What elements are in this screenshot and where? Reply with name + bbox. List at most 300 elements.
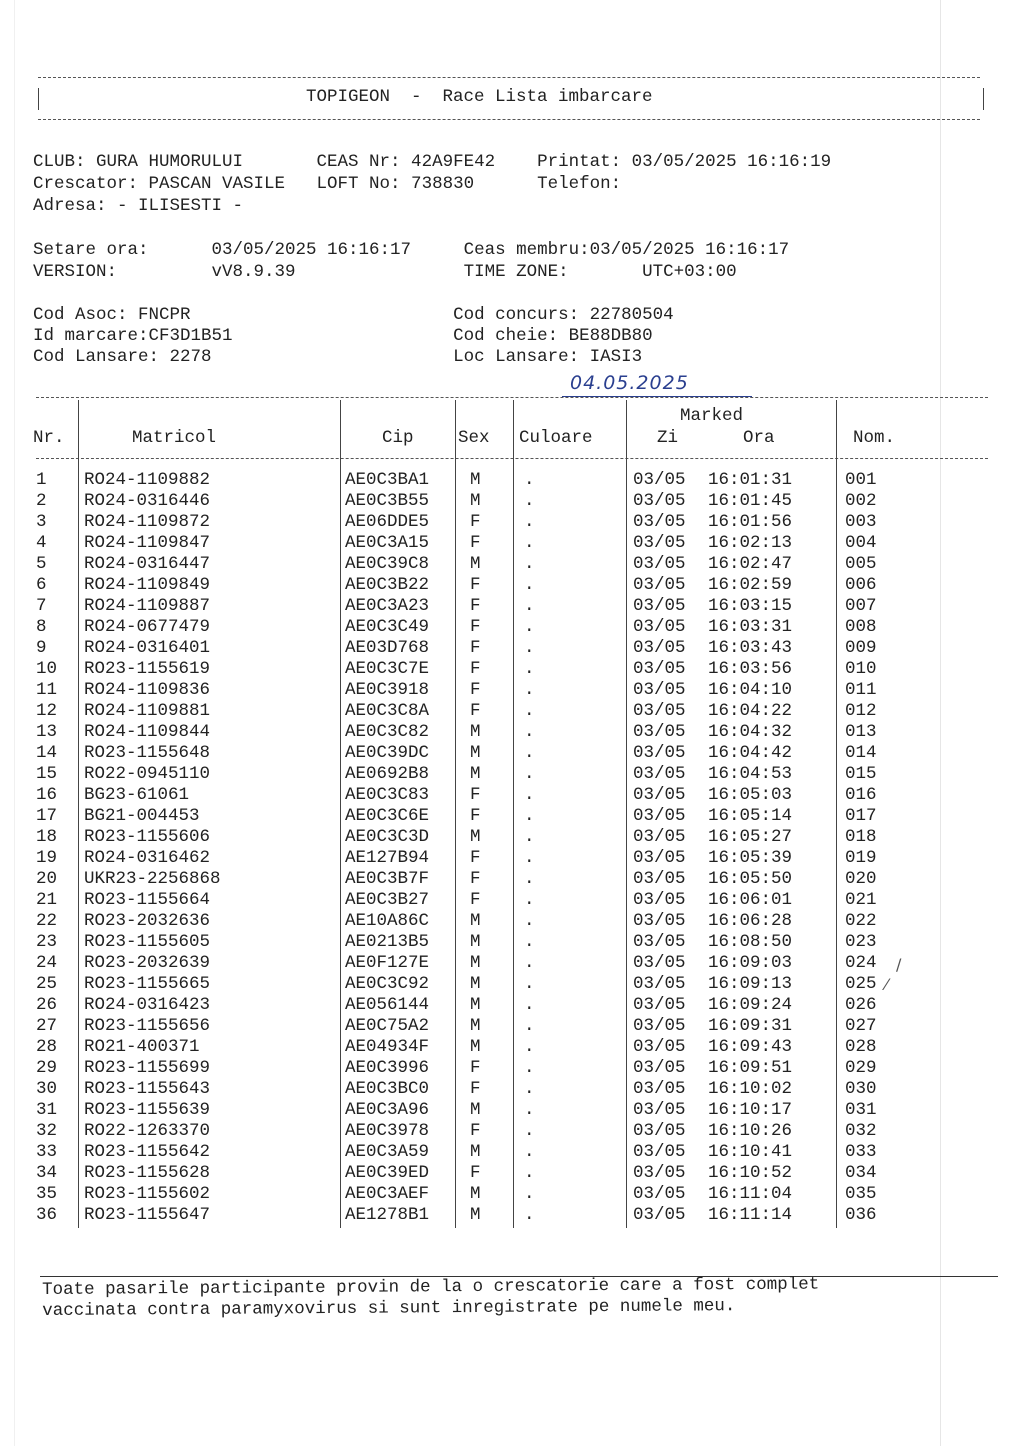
cell-nr: 23 [36, 932, 58, 952]
cell-nr: 20 [36, 869, 58, 889]
cell-sex: F [470, 848, 481, 868]
cell-ora: 16:06:01 [708, 890, 793, 910]
cell-cip: AE0C3A23 [345, 596, 430, 616]
table-row [0, 512, 1024, 533]
cell-nr: 2 [36, 491, 47, 511]
cell-nom: 005 [845, 554, 877, 574]
cell-nr: 25 [36, 974, 58, 994]
cell-matricol: RO23-1155639 [84, 1100, 211, 1120]
cell-culoare: . [524, 848, 535, 868]
cell-matricol: RO24-1109882 [84, 470, 211, 490]
adresa-line: Adresa: - ILISESTI - [33, 196, 244, 216]
cell-zi: 03/05 [633, 848, 686, 868]
cell-matricol: RO24-1109836 [84, 680, 211, 700]
cell-cip: AE0C3A15 [345, 533, 430, 553]
cell-culoare: . [524, 533, 535, 553]
cell-ora: 16:04:53 [708, 764, 793, 784]
cell-nr: 3 [36, 512, 47, 532]
cell-zi: 03/05 [633, 1184, 686, 1204]
cell-nom: 022 [845, 911, 877, 931]
table-row [0, 974, 1024, 995]
cell-matricol: RO23-1155648 [84, 743, 211, 763]
cell-cip: AE0C3C7E [345, 659, 430, 679]
cell-zi: 03/05 [633, 575, 686, 595]
cell-matricol: RO23-1155643 [84, 1079, 211, 1099]
cell-zi: 03/05 [633, 1037, 686, 1057]
table-row [0, 827, 1024, 848]
cell-nom: 036 [845, 1205, 877, 1225]
cell-cip: AE127B94 [345, 848, 430, 868]
cell-sex: F [470, 575, 481, 595]
cell-cip: AE0692B8 [345, 764, 430, 784]
cell-cip: AE0C3C92 [345, 974, 430, 994]
table-header-bottom-rule [36, 458, 988, 459]
cell-nom: 017 [845, 806, 877, 826]
cell-zi: 03/05 [633, 617, 686, 637]
cell-ora: 16:02:59 [708, 575, 793, 595]
cell-cip: AE04934F [345, 1037, 430, 1057]
cell-ora: 16:02:13 [708, 533, 793, 553]
cell-nr: 31 [36, 1100, 58, 1120]
cell-sex: M [470, 1184, 481, 1204]
club-line: CLUB: GURA HUMORULUI CEAS Nr: 42A9FE42 Printat: 03/05/2025 16:16:19 [33, 152, 832, 172]
cell-nom: 020 [845, 869, 877, 889]
cell-sex: M [470, 722, 481, 742]
cell-nom: 018 [845, 827, 877, 847]
cell-nr: 4 [36, 533, 47, 553]
cell-nom: 015 [845, 764, 877, 784]
cell-culoare: . [524, 827, 535, 847]
cell-culoare: . [524, 890, 535, 910]
cell-culoare: . [524, 470, 535, 490]
cell-nom: 024 [845, 953, 877, 973]
cell-culoare: . [524, 1121, 535, 1141]
cell-ora: 16:05:50 [708, 869, 793, 889]
cell-ora: 16:03:31 [708, 617, 793, 637]
cell-sex: F [470, 701, 481, 721]
cell-zi: 03/05 [633, 512, 686, 532]
pen-check-mark: ⁄ [885, 975, 888, 994]
cell-culoare: . [524, 1037, 535, 1057]
table-row [0, 722, 1024, 743]
cell-nom: 011 [845, 680, 877, 700]
cell-cip: AE0C3C8A [345, 701, 430, 721]
cell-culoare: . [524, 1079, 535, 1099]
cell-sex: F [470, 680, 481, 700]
table-row [0, 680, 1024, 701]
cell-nom: 021 [845, 890, 877, 910]
header-ora: Ora [743, 428, 775, 448]
cell-zi: 03/05 [633, 869, 686, 889]
cell-cip: AE03D768 [345, 638, 430, 658]
cell-cip: AE0C3B27 [345, 890, 430, 910]
cell-zi: 03/05 [633, 890, 686, 910]
cell-zi: 03/05 [633, 785, 686, 805]
cell-nr: 13 [36, 722, 58, 742]
cell-sex: M [470, 1142, 481, 1162]
cell-nom: 001 [845, 470, 877, 490]
header-cip: Cip [382, 428, 414, 448]
cell-nr: 19 [36, 848, 58, 868]
cell-zi: 03/05 [633, 932, 686, 952]
cell-ora: 16:09:43 [708, 1037, 793, 1057]
cell-cip: AE0C3B7F [345, 869, 430, 889]
cell-matricol: RO23-1155665 [84, 974, 211, 994]
cell-nom: 013 [845, 722, 877, 742]
cell-sex: F [470, 1163, 481, 1183]
cell-zi: 03/05 [633, 911, 686, 931]
cell-zi: 03/05 [633, 659, 686, 679]
cell-sex: M [470, 491, 481, 511]
cell-zi: 03/05 [633, 533, 686, 553]
cell-matricol: RO24-0316423 [84, 995, 211, 1015]
cell-matricol: RO24-1109844 [84, 722, 211, 742]
cell-nr: 9 [36, 638, 47, 658]
cell-culoare: . [524, 554, 535, 574]
cell-sex: M [470, 974, 481, 994]
cell-cip: AE0C3C83 [345, 785, 430, 805]
cell-ora: 16:03:43 [708, 638, 793, 658]
cell-nom: 029 [845, 1058, 877, 1078]
cell-culoare: . [524, 974, 535, 994]
cell-nr: 21 [36, 890, 58, 910]
cell-sex: F [470, 1121, 481, 1141]
cell-matricol: RO24-0316446 [84, 491, 211, 511]
title-box-bottom [38, 119, 980, 120]
version-line: VERSION: vV8.9.39 TIME ZONE: UTC+03:00 [33, 262, 737, 282]
cell-matricol: RO24-0316462 [84, 848, 211, 868]
cell-culoare: . [524, 743, 535, 763]
cell-sex: M [470, 470, 481, 490]
footer-line-1: Toate pasarile participante provin de la o crescatorie care a fost complet [42, 1274, 820, 1300]
cell-ora: 16:11:04 [708, 1184, 793, 1204]
cell-ora: 16:03:56 [708, 659, 793, 679]
cell-sex: M [470, 1100, 481, 1120]
cell-ora: 16:01:56 [708, 512, 793, 532]
cell-ora: 16:04:22 [708, 701, 793, 721]
cell-culoare: . [524, 1163, 535, 1183]
cell-sex: M [470, 554, 481, 574]
cell-culoare: . [524, 869, 535, 889]
handwritten-date: 04.05.2025 [570, 372, 689, 394]
table-row [0, 617, 1024, 638]
cell-sex: M [470, 764, 481, 784]
table-row [0, 1163, 1024, 1184]
cell-cip: AE0C3A59 [345, 1142, 430, 1162]
cell-culoare: . [524, 659, 535, 679]
cell-zi: 03/05 [633, 1163, 686, 1183]
cell-cip: AE0C3C6E [345, 806, 430, 826]
cell-nom: 028 [845, 1037, 877, 1057]
cell-nr: 10 [36, 659, 58, 679]
cell-culoare: . [524, 512, 535, 532]
vaccination-statement [42, 1275, 819, 1322]
cell-matricol: RO23-1155656 [84, 1016, 211, 1036]
cell-matricol: RO24-1109849 [84, 575, 211, 595]
cell-nom: 026 [845, 995, 877, 1015]
cell-ora: 16:05:39 [708, 848, 793, 868]
cell-matricol: BG21-004453 [84, 806, 200, 826]
cell-cip: AE0C3BC0 [345, 1079, 430, 1099]
cell-matricol: RO23-2032639 [84, 953, 211, 973]
cell-nr: 17 [36, 806, 58, 826]
cell-matricol: RO23-1155699 [84, 1058, 211, 1078]
cell-culoare: . [524, 638, 535, 658]
cell-zi: 03/05 [633, 638, 686, 658]
cell-ora: 16:05:03 [708, 785, 793, 805]
cell-nom: 025 [845, 974, 877, 994]
cell-culoare: . [524, 596, 535, 616]
cell-nr: 33 [36, 1142, 58, 1162]
cell-zi: 03/05 [633, 491, 686, 511]
cell-culoare: . [524, 1205, 535, 1225]
cell-ora: 16:01:31 [708, 470, 793, 490]
cell-nom: 019 [845, 848, 877, 868]
table-row [0, 1016, 1024, 1037]
cell-ora: 16:09:24 [708, 995, 793, 1015]
table-row [0, 1037, 1024, 1058]
cell-ora: 16:04:32 [708, 722, 793, 742]
cell-zi: 03/05 [633, 680, 686, 700]
cell-matricol: RO23-1155606 [84, 827, 211, 847]
cell-sex: F [470, 806, 481, 826]
cell-sex: M [470, 1037, 481, 1057]
cell-matricol: RO24-1109847 [84, 533, 211, 553]
table-row [0, 659, 1024, 680]
cell-cip: AE0C39DC [345, 743, 430, 763]
table-row [0, 890, 1024, 911]
cell-sex: F [470, 617, 481, 637]
cell-matricol: RO21-400371 [84, 1037, 200, 1057]
footer-line-2: vaccinata contra paramyxovirus si sunt inregistrate pe numele meu. [42, 1296, 736, 1321]
table-row [0, 1205, 1024, 1226]
cell-nom: 032 [845, 1121, 877, 1141]
cell-culoare: . [524, 701, 535, 721]
cell-culoare: . [524, 1184, 535, 1204]
cell-cip: AE0C3996 [345, 1058, 430, 1078]
cell-ora: 16:05:27 [708, 827, 793, 847]
cell-culoare: . [524, 764, 535, 784]
cell-nr: 22 [36, 911, 58, 931]
cell-culoare: . [524, 806, 535, 826]
cell-ora: 16:06:28 [708, 911, 793, 931]
table-row [0, 911, 1024, 932]
cell-cip: AE0C3918 [345, 680, 430, 700]
table-row [0, 575, 1024, 596]
table-row [0, 806, 1024, 827]
cell-cip: AE06DDE5 [345, 512, 430, 532]
cell-nom: 014 [845, 743, 877, 763]
cell-nom: 002 [845, 491, 877, 511]
cell-nr: 18 [36, 827, 58, 847]
table-row [0, 470, 1024, 491]
cell-culoare: . [524, 680, 535, 700]
cell-nr: 7 [36, 596, 47, 616]
cell-ora: 16:04:10 [708, 680, 793, 700]
header-nr: Nr. [33, 428, 65, 448]
table-row [0, 1100, 1024, 1121]
marcare-line: Id marcare:CF3D1B51 Cod cheie: BE88DB80 [33, 326, 653, 346]
cell-sex: F [470, 890, 481, 910]
cell-cip: AE1278B1 [345, 1205, 430, 1225]
table-row [0, 764, 1024, 785]
table-row [0, 995, 1024, 1016]
cell-culoare: . [524, 1100, 535, 1120]
cell-matricol: RO23-1155647 [84, 1205, 211, 1225]
cell-nom: 004 [845, 533, 877, 553]
cell-ora: 16:10:52 [708, 1163, 793, 1183]
cell-nom: 007 [845, 596, 877, 616]
cell-nr: 16 [36, 785, 58, 805]
cell-zi: 03/05 [633, 1100, 686, 1120]
cell-nom: 023 [845, 932, 877, 952]
cell-matricol: RO24-1109872 [84, 512, 211, 532]
cell-zi: 03/05 [633, 827, 686, 847]
cell-culoare: . [524, 575, 535, 595]
cell-matricol: RO23-1155664 [84, 890, 211, 910]
table-row [0, 554, 1024, 575]
cell-zi: 03/05 [633, 743, 686, 763]
table-row [0, 638, 1024, 659]
setare-line: Setare ora: 03/05/2025 16:16:17 Ceas membru:03/05/2025 16:16:17 [33, 240, 790, 260]
cell-culoare: . [524, 953, 535, 973]
table-row [0, 1058, 1024, 1079]
cell-ora: 16:05:14 [708, 806, 793, 826]
cell-matricol: RO24-1109881 [84, 701, 211, 721]
cell-sex: M [470, 932, 481, 952]
table-row [0, 848, 1024, 869]
table-row [0, 953, 1024, 974]
cell-nr: 11 [36, 680, 58, 700]
cell-sex: F [470, 638, 481, 658]
cell-matricol: RO24-0677479 [84, 617, 211, 637]
cell-nr: 5 [36, 554, 47, 574]
cell-nr: 28 [36, 1037, 58, 1057]
cell-sex: M [470, 911, 481, 931]
cell-zi: 03/05 [633, 1016, 686, 1036]
cell-zi: 03/05 [633, 1205, 686, 1225]
crescator-line: Crescator: PASCAN VASILE LOFT No: 738830 Telefon: [33, 174, 622, 194]
cell-culoare: . [524, 1016, 535, 1036]
cell-zi: 03/05 [633, 995, 686, 1015]
cell-culoare: . [524, 911, 535, 931]
cell-nom: 034 [845, 1163, 877, 1183]
cell-nom: 031 [845, 1100, 877, 1120]
title-box-top [38, 77, 980, 78]
header-matricol: Matricol [132, 428, 217, 448]
cell-nom: 016 [845, 785, 877, 805]
cell-ora: 16:09:51 [708, 1058, 793, 1078]
cell-zi: 03/05 [633, 554, 686, 574]
cell-nom: 033 [845, 1142, 877, 1162]
cell-nom: 008 [845, 617, 877, 637]
header-marked: Marked [680, 406, 744, 426]
cell-cip: AE10A86C [345, 911, 430, 931]
table-row [0, 869, 1024, 890]
cell-ora: 16:01:45 [708, 491, 793, 511]
cell-sex: M [470, 995, 481, 1015]
asoc-line: Cod Asoc: FNCPR Cod concurs: 22780504 [33, 305, 674, 325]
cell-sex: F [470, 596, 481, 616]
cell-ora: 16:10:41 [708, 1142, 793, 1162]
cell-matricol: RO22-1263370 [84, 1121, 211, 1141]
cell-zi: 03/05 [633, 953, 686, 973]
cell-zi: 03/05 [633, 806, 686, 826]
table-row [0, 1121, 1024, 1142]
cell-culoare: . [524, 491, 535, 511]
cell-cip: AE0C3A96 [345, 1100, 430, 1120]
cell-zi: 03/05 [633, 701, 686, 721]
cell-cip: AE0C3B22 [345, 575, 430, 595]
cell-nr: 26 [36, 995, 58, 1015]
cell-ora: 16:09:13 [708, 974, 793, 994]
cell-ora: 16:09:31 [708, 1016, 793, 1036]
cell-zi: 03/05 [633, 722, 686, 742]
cell-matricol: UKR23-2256868 [84, 869, 221, 889]
cell-nr: 35 [36, 1184, 58, 1204]
cell-sex: M [470, 827, 481, 847]
cell-matricol: RO24-0316401 [84, 638, 211, 658]
cell-zi: 03/05 [633, 1079, 686, 1099]
cell-nr: 14 [36, 743, 58, 763]
cell-nr: 1 [36, 470, 47, 490]
cell-matricol: RO23-1155619 [84, 659, 211, 679]
cell-sex: F [470, 659, 481, 679]
cell-matricol: BG23-61061 [84, 785, 190, 805]
cell-nr: 27 [36, 1016, 58, 1036]
cell-ora: 16:10:17 [708, 1100, 793, 1120]
table-row [0, 491, 1024, 512]
cell-matricol: RO24-0316447 [84, 554, 211, 574]
cell-cip: AE0213B5 [345, 932, 430, 952]
cell-ora: 16:03:15 [708, 596, 793, 616]
cell-sex: F [470, 533, 481, 553]
cell-ora: 16:09:03 [708, 953, 793, 973]
cell-sex: F [470, 1058, 481, 1078]
cell-matricol: RO23-2032636 [84, 911, 211, 931]
cell-nr: 30 [36, 1079, 58, 1099]
header-sex: Sex [458, 428, 490, 448]
cell-nr: 6 [36, 575, 47, 595]
cell-matricol: RO23-1155642 [84, 1142, 211, 1162]
cell-matricol: RO24-1109887 [84, 596, 211, 616]
cell-culoare: . [524, 785, 535, 805]
cell-cip: AE0C75A2 [345, 1016, 430, 1036]
cell-cip: AE0C3C82 [345, 722, 430, 742]
lansare-line: Cod Lansare: 2278 Loc Lansare: IASI3 [33, 347, 643, 367]
cell-sex: F [470, 785, 481, 805]
title-box-right [983, 88, 984, 110]
table-row [0, 1142, 1024, 1163]
table-row [0, 1184, 1024, 1205]
table-row [0, 701, 1024, 722]
cell-ora: 16:10:26 [708, 1121, 793, 1141]
cell-cip: AE056144 [345, 995, 430, 1015]
cell-zi: 03/05 [633, 764, 686, 784]
cell-cip: AE0C3BA1 [345, 470, 430, 490]
cell-nr: 15 [36, 764, 58, 784]
cell-cip: AE0C3C3D [345, 827, 430, 847]
pen-check-mark: / [896, 955, 902, 974]
cell-nr: 36 [36, 1205, 58, 1225]
cell-culoare: . [524, 1142, 535, 1162]
header-zi: Zi [657, 428, 679, 448]
cell-nom: 009 [845, 638, 877, 658]
cell-ora: 16:08:50 [708, 932, 793, 952]
cell-matricol: RO23-1155605 [84, 932, 211, 952]
cell-nr: 8 [36, 617, 47, 637]
cell-nr: 34 [36, 1163, 58, 1183]
